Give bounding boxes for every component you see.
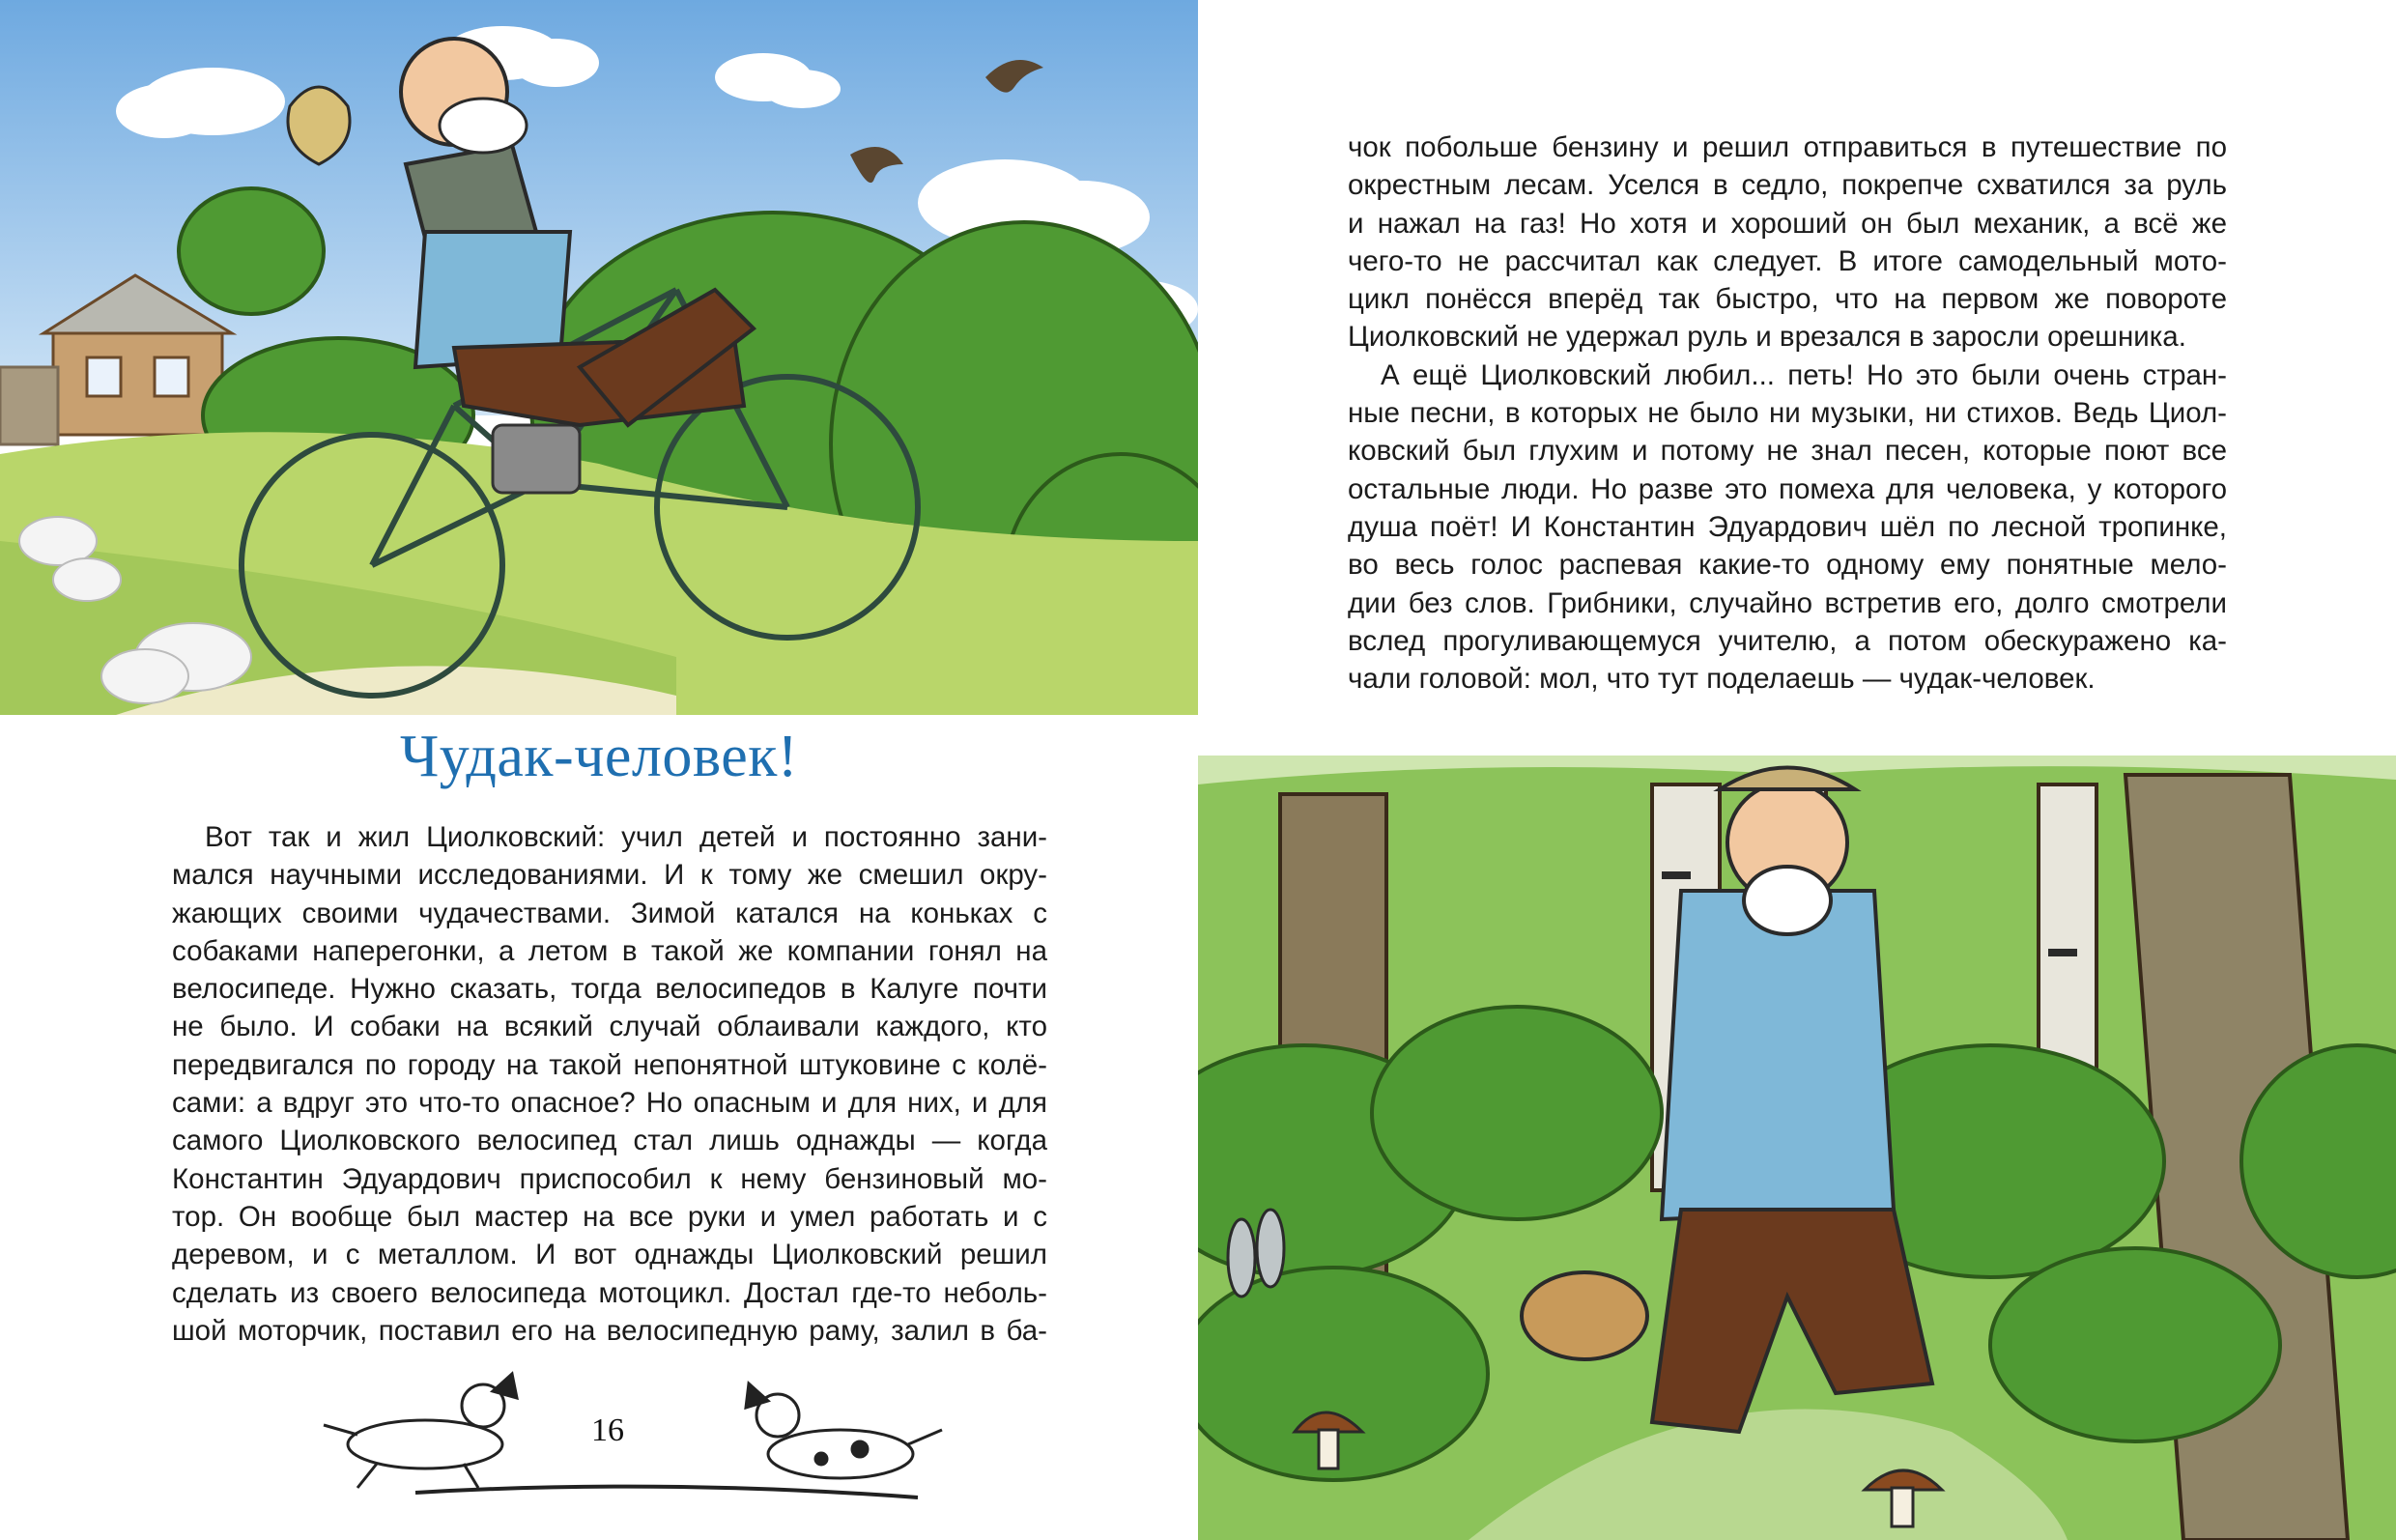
text-line: ковский был глухим и потому не знал песен, которые поют все <box>1348 435 2227 468</box>
text-line: не было. И собаки на всякий случай облаивали каждого, кто <box>172 1011 1047 1043</box>
running-dogs-sketch <box>319 1362 1024 1507</box>
text-line: А ещё Циолковский любил... петь! Но это были очень стран- <box>1381 358 2227 391</box>
text-line: Циолковский не удержал руль и врезался в заросли орешника. <box>1348 321 2186 354</box>
text-line: деревом, и с металлом. И вот однажды Циолковский решил <box>172 1239 1047 1271</box>
text-line: передвигался по городу на такой непонятной штуковине с колё- <box>172 1048 1047 1081</box>
text-line: и нажал на газ! Но хотя и хороший он был механик, а всё же <box>1348 207 2227 240</box>
text-line: чего-то не рассчитал как следует. В итоге самодельный мото- <box>1348 244 2227 277</box>
text-line: во весь голос распевая какие-то одному ему понятные мело- <box>1348 549 2227 582</box>
text-line: сделать из своего велосипеда мотоцикл. Достал где-то неболь- <box>172 1276 1047 1309</box>
right-page <box>1198 0 2396 1540</box>
forest-walk-illustration <box>1198 756 2396 1540</box>
text-line: цикл понёсся вперёд так быстро, что на первом же повороте <box>1348 283 2227 316</box>
text-line: Вот так и жил Циолковский: учил детей и постоянно зани- <box>205 821 1047 853</box>
text-line: велосипеде. Нужно сказать, тогда велосипедов в Калуге почти <box>172 973 1047 1006</box>
left-paragraph <box>172 818 1047 1350</box>
text-line: окрестным лесам. Уселся в седло, покрепче схватился за руль <box>1348 169 2227 202</box>
text-line: чали головой: мол, что тут поделаешь — чудак-человек. <box>1348 663 2096 696</box>
text-line: жающих своими чудачествами. Зимой катался на коньках с <box>172 897 1047 929</box>
text-line: ные песни, в которых не было ни музыки, ни стихов. Ведь Циол- <box>1348 397 2227 430</box>
text-line: вслед прогуливающемуся учителю, а потом обескуражено ка- <box>1348 624 2227 657</box>
text-line: дии без слов. Грибники, случайно встретив его, долго смотрели <box>1348 586 2227 619</box>
text-line: душа поёт! И Константин Эдуардович шёл по лесной тропинке, <box>1348 510 2227 543</box>
text-line: собаками наперегонки, а летом в такой же компании гонял на <box>172 934 1047 967</box>
chapter-heading: Чудак-человек! <box>399 724 799 789</box>
text-line: сами: а вдруг это что-то опасное? Но опасным и для них, и для <box>172 1087 1047 1120</box>
text-line: остальные люди. Но разве это помеха для человека, у которого <box>1348 472 2227 505</box>
text-line: чок побольше бензину и решил отправиться в путешествие по <box>1348 131 2227 163</box>
text-line: шой моторчик, поставил его на велосипедную раму, залил в ба- <box>172 1314 1047 1347</box>
text-line: мался научными исследованиями. И к тому же смешил окру- <box>172 859 1047 892</box>
text-line: самого Циолковского велосипед стал лишь однажды — когда <box>172 1125 1047 1157</box>
text-line: тор. Он вообще был мастер на все руки и умел работать и с <box>172 1200 1047 1233</box>
page-number: 16 <box>591 1412 624 1448</box>
text-line: Константин Эдуардович приспособил к нему бензиновый мо- <box>172 1162 1047 1195</box>
right-text <box>1348 128 2227 698</box>
cyclist-illustration <box>0 0 1198 715</box>
